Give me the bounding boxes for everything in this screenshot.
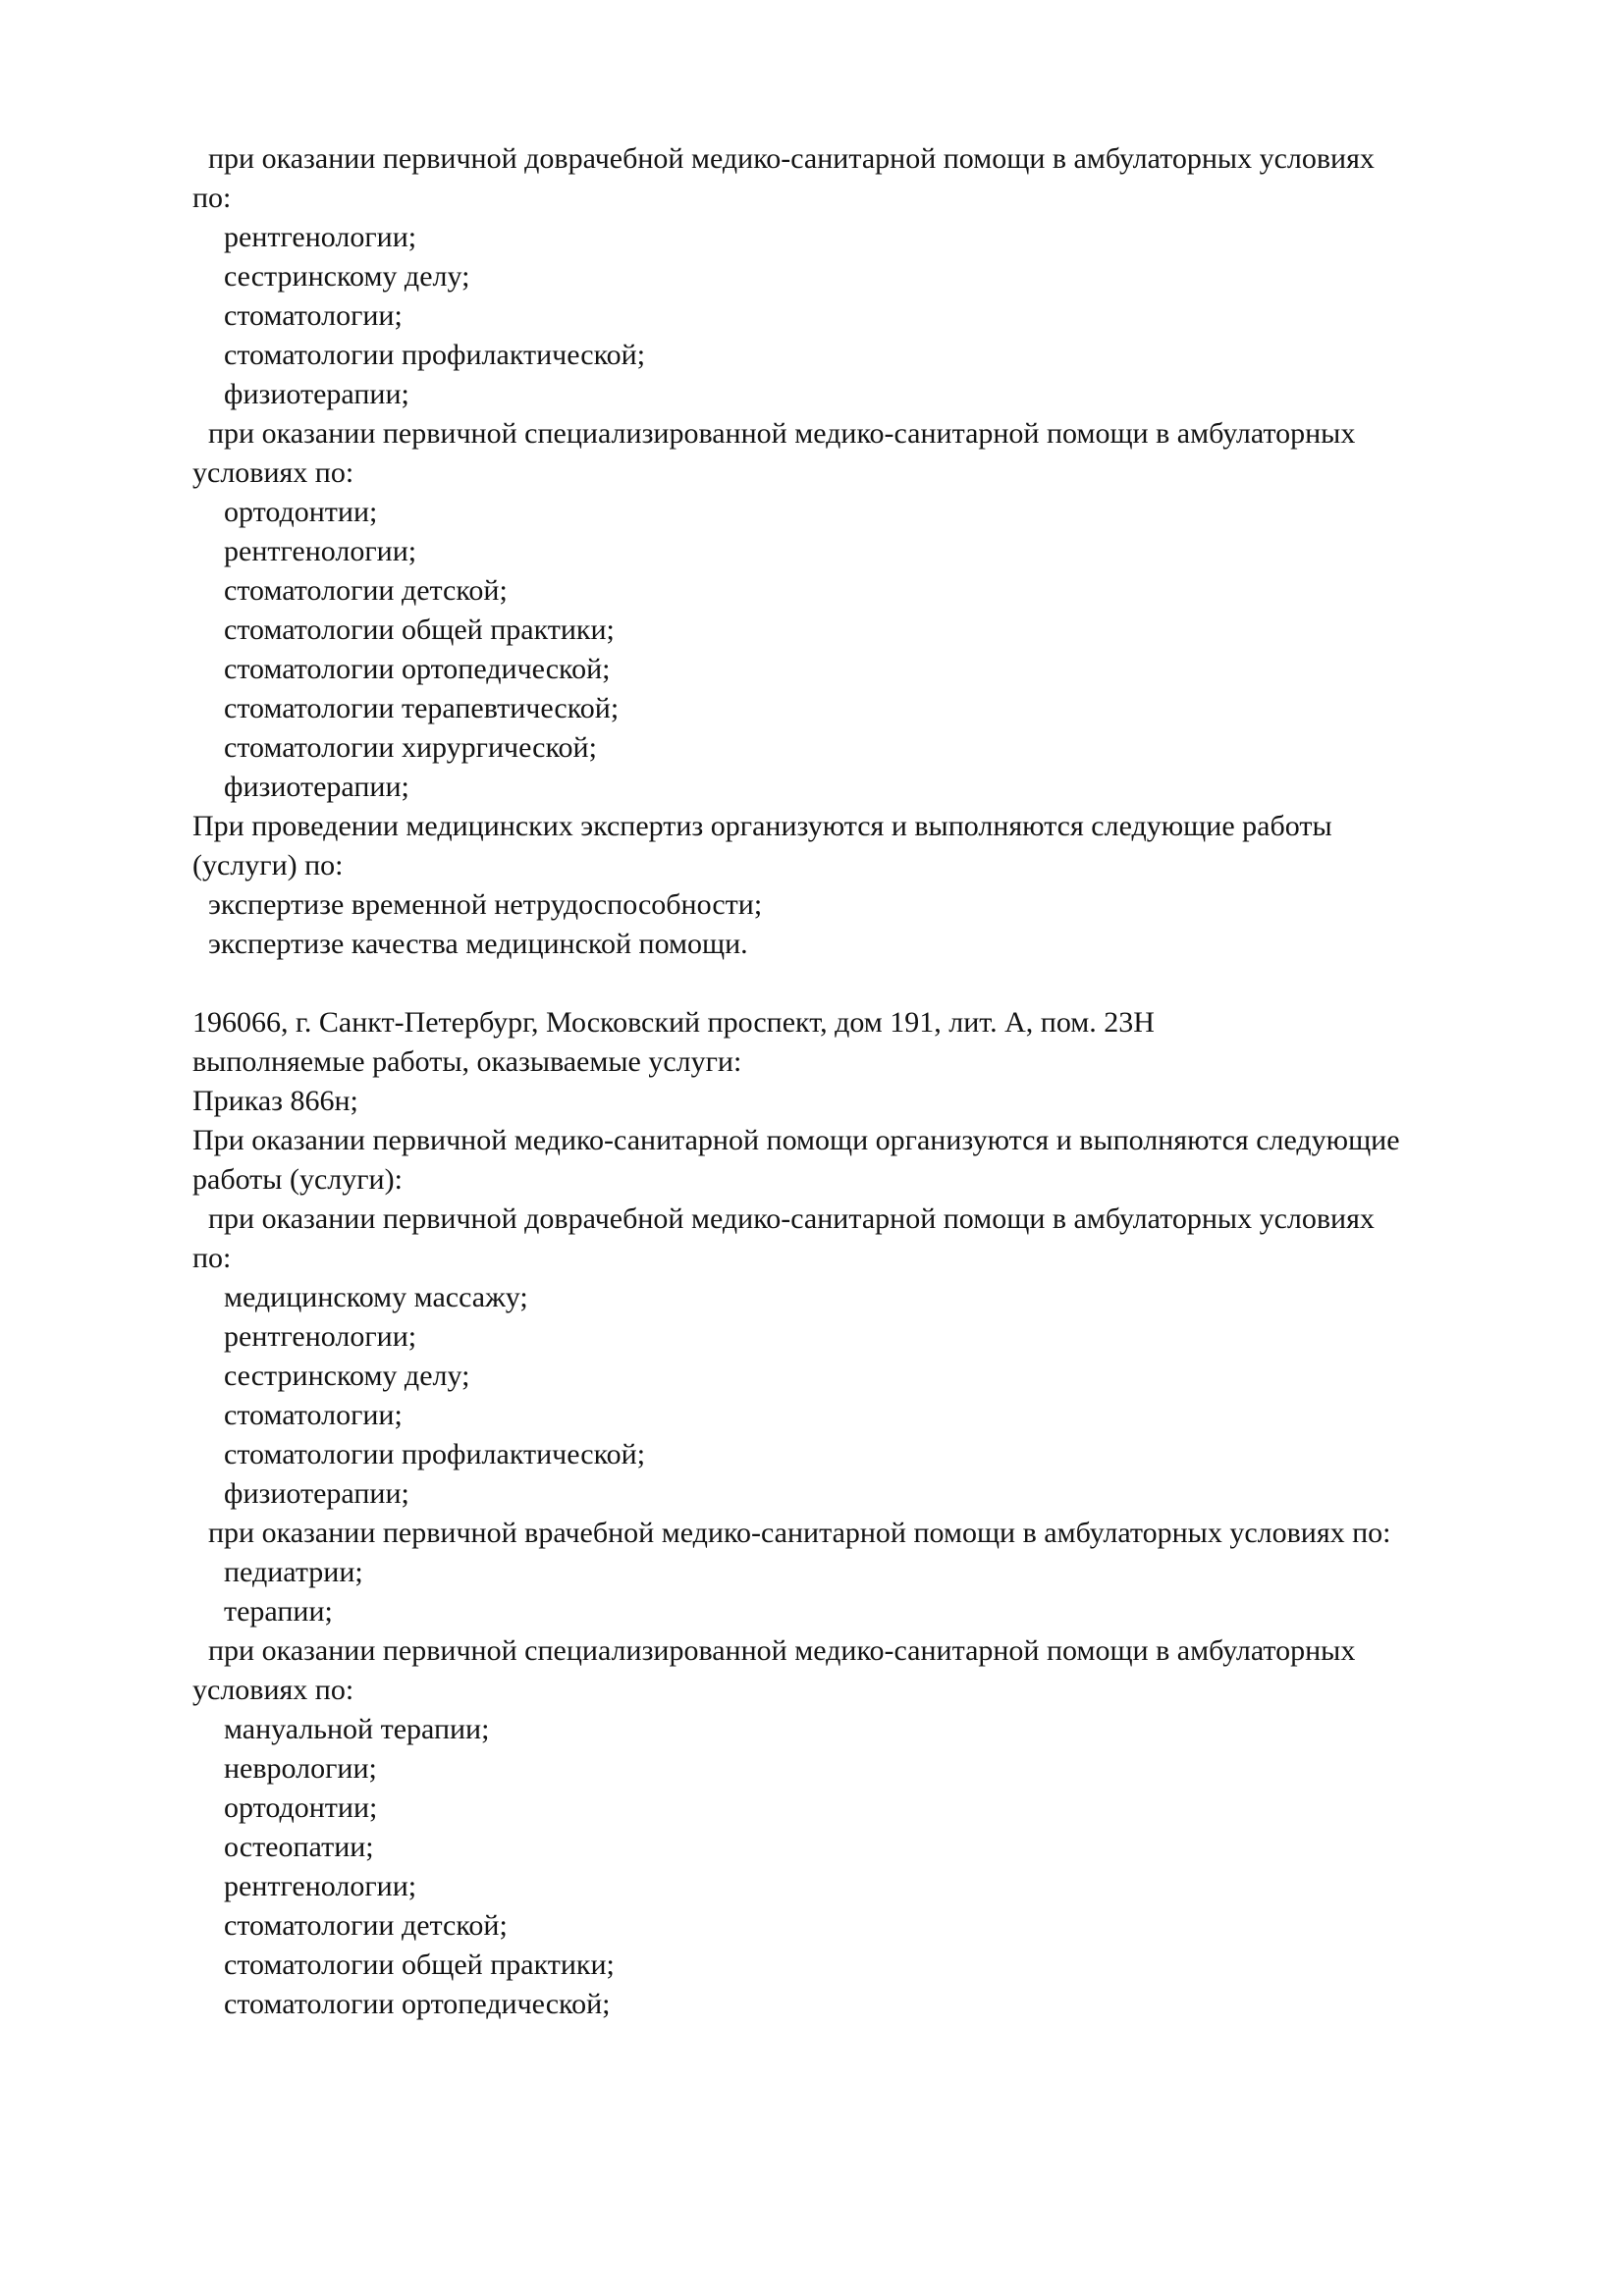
list-item: сестринскому делу; — [224, 1360, 470, 1392]
list-item: терапии; — [224, 1595, 333, 1628]
text-line: При оказании первичной медико-санитарной помощи организуются и выполняются следующие — [192, 1124, 1400, 1156]
list-item: экспертизе качества медицинской помощи. — [208, 928, 748, 960]
list-item: ортодонтии; — [224, 1791, 378, 1824]
list-item: остеопатии; — [224, 1831, 374, 1863]
list-item: стоматологии детской; — [224, 1909, 508, 1942]
list-item: физиотерапии; — [224, 771, 409, 803]
text-line: при оказании первичной врачебной медико-санитарной помощи в амбулаторных условиях по: — [208, 1517, 1391, 1549]
list-item: физиотерапии; — [224, 1477, 409, 1510]
text-line: Приказ 866н; — [192, 1085, 358, 1117]
list-item: педиатрии; — [224, 1556, 363, 1588]
list-item: стоматологии профилактической; — [224, 1438, 646, 1470]
text-line: при оказании первичной доврачебной медико-санитарной помощи в амбулаторных условиях — [208, 1202, 1375, 1235]
list-item: рентгенологии; — [224, 535, 417, 567]
list-item: экспертизе временной нетрудоспособности; — [208, 888, 763, 921]
text-line: работы (услуги): — [192, 1163, 403, 1196]
text-line: при оказании первичной специализированной медико-санитарной помощи в амбулаторных — [208, 1634, 1356, 1667]
text-line: выполняемые работы, оказываемые услуги: — [192, 1045, 742, 1078]
list-item: стоматологии детской; — [224, 574, 508, 607]
list-item: стоматологии общей практики; — [224, 1949, 615, 1981]
text-line: при оказании первичной специализированной медико-санитарной помощи в амбулаторных — [208, 417, 1356, 450]
list-item: стоматологии; — [224, 1399, 403, 1431]
list-item: рентгенологии; — [224, 1870, 417, 1902]
list-item: медицинскому массажу; — [224, 1281, 528, 1313]
list-item: стоматологии общей практики; — [224, 614, 615, 646]
text-line: по: — [192, 182, 232, 214]
list-item: физиотерапии; — [224, 378, 409, 410]
list-item: ортодонтии; — [224, 496, 378, 528]
text-line: условиях по: — [192, 456, 354, 489]
list-item: стоматологии ортопедической; — [224, 1988, 611, 2020]
list-item: стоматологии профилактической; — [224, 339, 646, 371]
text-line: условиях по: — [192, 1674, 354, 1706]
paragraph-spacer — [192, 964, 1567, 1003]
list-item: стоматологии; — [224, 299, 403, 332]
text-line: при оказании первичной доврачебной медико-санитарной помощи в амбулаторных условиях — [208, 142, 1375, 175]
document-body — [192, 139, 1567, 2024]
text-line: (услуги) по: — [192, 849, 344, 881]
list-item: стоматологии терапевтической; — [224, 692, 620, 724]
list-item: сестринскому делу; — [224, 260, 470, 293]
address-line: 196066, г. Санкт-Петербург, Московский проспект, дом 191, лит. А, пом. 23Н — [192, 1006, 1155, 1039]
list-item: рентгенологии; — [224, 1320, 417, 1353]
list-item: мануальной терапии; — [224, 1713, 490, 1745]
list-item: стоматологии ортопедической; — [224, 653, 611, 685]
text-line: по: — [192, 1242, 232, 1274]
list-item: рентгенологии; — [224, 221, 417, 253]
list-item: стоматологии хирургической; — [224, 731, 597, 764]
list-item: неврологии; — [224, 1752, 377, 1785]
text-line: При проведении медицинских экспертиз организуются и выполняются следующие работы — [192, 810, 1332, 842]
